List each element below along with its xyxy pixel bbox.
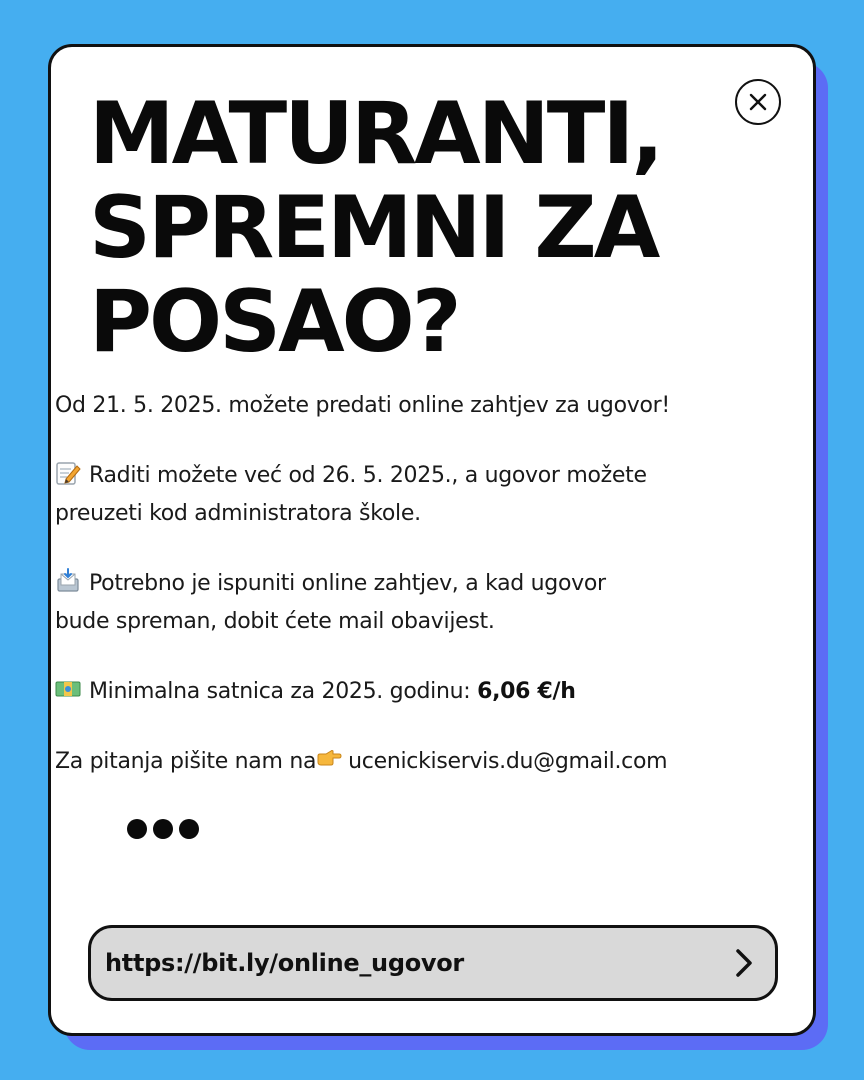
work-text-line-2: preuzeti kod administratora škole. [55, 501, 421, 526]
work-paragraph [55, 457, 811, 533]
message-body [55, 387, 811, 813]
apply-text-line-2: bude spreman, dobit ćete mail obavijest. [55, 609, 495, 634]
intro-text: Od 21. 5. 2025. možete predati online zahtjev za ugovor! [55, 393, 670, 418]
pointing-right-icon [316, 746, 342, 772]
apply-text-line-1: Potrebno je ispuniti online zahtjev, a kad ugovor [89, 571, 606, 596]
ellipsis-dots [127, 819, 199, 839]
headline-line-2: SPREMNI ZA [89, 178, 658, 278]
dot [127, 819, 147, 839]
contact-email[interactable]: ucenickiservis.du@gmail.com [348, 749, 668, 774]
link-url: https://bit.ly/online_ugovor [105, 949, 464, 977]
dot [179, 819, 199, 839]
link-button[interactable] [88, 925, 778, 1001]
chevron-right-icon [729, 948, 759, 978]
apply-paragraph [55, 565, 811, 641]
contact-paragraph [55, 743, 811, 781]
close-icon [748, 92, 768, 112]
headline-line-3: POSAO? [89, 272, 459, 372]
intro-paragraph [55, 387, 811, 425]
headline-line-1: MATURANTI, [89, 84, 662, 184]
wage-label: Minimalna satnica za 2025. godinu: [89, 679, 471, 704]
work-text-line-1: Raditi možete već od 26. 5. 2025., a ugovor možete [89, 463, 647, 488]
wage-paragraph [55, 673, 811, 711]
contact-label: Za pitanja pišite nam na [55, 749, 317, 774]
banknote-icon [55, 676, 81, 702]
dot [153, 819, 173, 839]
wage-value: 6,06 €/h [477, 679, 576, 704]
headline [89, 84, 729, 372]
inbox-tray-icon [55, 568, 81, 594]
memo-icon [55, 460, 81, 486]
close-button[interactable] [735, 79, 781, 125]
popup-card [48, 44, 816, 1036]
